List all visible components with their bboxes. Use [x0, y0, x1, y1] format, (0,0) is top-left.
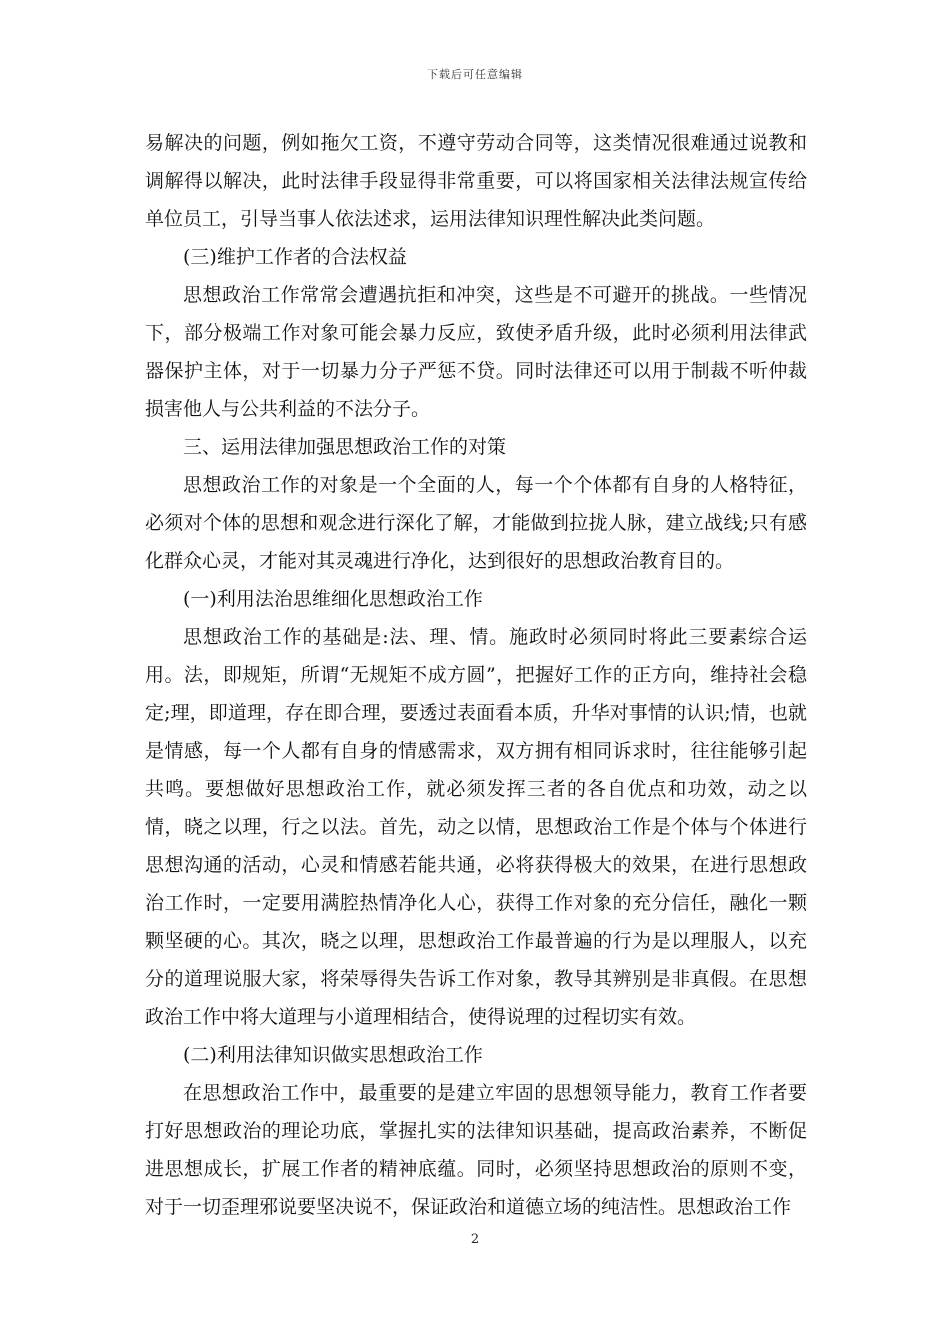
document-body: [145, 124, 807, 1226]
paragraph-continuation: 易解决的问题，例如拖欠工资，不遵守劳动合同等，这类情况很难通过说教和调解得以解决，此时法律手段显得非常重要，可以将国家相关法律法规宣传给单位员工，引导当事人依法述求，运用法律知识理性解决此类问题。: [145, 132, 807, 230]
section-heading-1: (一)利用法治思维细化思想政治工作: [183, 588, 483, 610]
paragraph: 思想政治工作的对象是一个全面的人，每一个个体都有自身的人格特征，必须对个体的思想和观念进行深化了解，才能做到拉拢人脉，建立战线;只有感化群众心灵，才能对其灵魂进行净化，达到很好的思想政治教育目的。: [145, 474, 807, 572]
section-heading-2: (二)利用法律知识做实思想政治工作: [183, 1044, 483, 1066]
paragraph: 思想政治工作常常会遭遇抗拒和冲突，这些是不可避开的挑战。一些情况下，部分极端工作对象可能会暴力反应，致使矛盾升级，此时必须利用法律武器保护主体，对于一切暴力分子严惩不贷。同时法律还可以用于制裁不听仲裁损害他人与公共利益的不法分子。: [145, 284, 807, 420]
section-heading-3: (三)维护工作者的合法权益: [183, 246, 407, 268]
page-number: 2: [470, 1232, 480, 1247]
chapter-heading-3: 三、运用法律加强思想政治工作的对策: [183, 436, 507, 458]
page-header: 下载后可任意编辑: [427, 68, 523, 81]
paragraph: 思想政治工作的基础是:法、理、情。施政时必须同时将此三要素综合运用。法，即规矩，所谓“无规矩不成方圆”，把握好工作的正方向，维持社会稳定;理，即道理，存在即合理，要透过表面看本质，升华对事情的认识;情，也就是情感，每一个人都有自身的情感需求，双方拥有相同诉求时，往往能够引起共鸣。要想做好思想政治工作，就必须发挥三者的各自优点和功效，动之以情，晓之以理，行之以法。首先，动之以情，思想政治工作是个体与个体进行思想沟通的活动，心灵和情感若能共通，必将获得极大的效果，在进行思想政治工作时，一定要用满腔热情净化人心，获得工作对象的充分信任，融化一颗颗坚硬的心。其次，晓之以理，思想政治工作最普遍的行为是以理服人，以充分的道理说服大家，将荣辱得失告诉工作对象，教导其辨别是非真假。在思想政治工作中将大道理与小道理相结合，使得说理的过程切实有效。: [145, 626, 807, 1028]
paragraph: 在思想政治工作中，最重要的是建立牢固的思想领导能力，教育工作者要打好思想政治的理论功底，掌握扎实的法律知识基础，提高政治素养，不断促进思想成长，扩展工作者的精神底蕴。同时，必须坚持思想政治的原则不变，对于一切歪理邪说要坚决说不，保证政治和道德立场的纯洁性。思想政治工作: [145, 1082, 807, 1218]
